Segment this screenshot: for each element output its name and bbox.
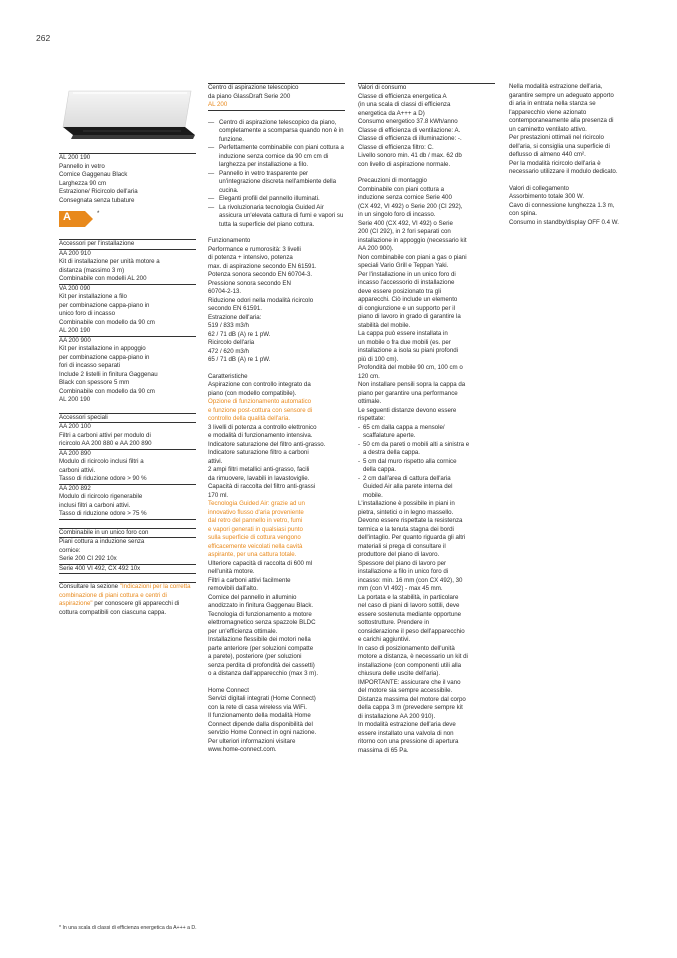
text-line: Installazione flessibile dei motori nella: [208, 636, 311, 643]
text-line: Assorbimento totale 300 W.: [509, 193, 585, 200]
section-title: Accessori per l'installazione: [59, 240, 196, 250]
text-line: ricircolo AA 200 880 e AA 200 890: [59, 440, 196, 450]
text-line: L'installazione è possibile in piani in: [358, 500, 455, 507]
text-line: La cappa può essere installata in: [358, 330, 448, 337]
text-line: a parete), posteriore (per soluzioni: [208, 653, 302, 660]
text-line: Spessore del piano di lavoro per: [358, 559, 447, 567]
text-line: carboni attivi.: [59, 466, 96, 474]
text-line: fori di incasso separati: [59, 362, 121, 369]
text-line: secondo EN 61591.: [208, 305, 262, 312]
text-line: (in una scala di classi di efficienza: [358, 101, 451, 108]
text-line: Serie 200 CI 292 10x: [59, 555, 196, 565]
text-line: di installazione AA 200 910).: [358, 712, 436, 720]
text-line: In caso di posizionamento dell'unità: [358, 644, 455, 652]
text-line: Combinabile con piani cottura a: [358, 185, 445, 193]
text-line: Il funzionamento della modalità Home: [208, 712, 311, 719]
text-line: piano (con modello compatibile).: [208, 389, 297, 397]
text-line: 2 cm dall'area di cattura dell'aria: [363, 474, 451, 482]
text-line: Performance e rumorosità: 3 livelli: [208, 245, 301, 253]
product-specs: [59, 154, 196, 205]
text-line: 3 livelli di potenza a controllo elettronico: [208, 423, 317, 431]
distance-item: - 50 cm da pareti o mobili alti a sinistra e a destra della cappa.: [358, 440, 470, 456]
text-line: un mobile o fra due mobili (es. per: [358, 338, 451, 346]
text-line: Filtri a carboni attivi per modulo di: [59, 431, 151, 439]
column-description: [208, 83, 345, 755]
text-line: chiusura delle uscite dell'aria).: [358, 670, 441, 677]
accessory-block: [59, 285, 196, 337]
text-line: Classe di efficienza di ventilazione: A.: [358, 126, 461, 134]
text-line: stabilità del mobile.: [358, 321, 411, 329]
section-title: Caratteristiche: [208, 372, 248, 380]
highlight-line: e vapori generati in qualsiasi punto: [208, 525, 303, 533]
text-line: di congiunzione e un supporto per il: [358, 304, 455, 312]
text-line: max. di aspirazione secondo EN 61591.: [208, 262, 317, 270]
text-line: l'apparecchio viene azionato: [509, 108, 587, 116]
highlight-line: aspirante, per una cattura totale.: [208, 551, 297, 558]
text-line: Piani cottura a induzione senza: [59, 538, 145, 545]
text-line: 519 / 833 m3/h: [208, 322, 249, 329]
text-line: senza perdita di profondità dei cassetti): [208, 661, 315, 669]
text-line: Cornice del pannello in alluminio: [208, 593, 297, 601]
text-line: Ricircolo dell'aria: [208, 339, 255, 346]
highlight-line: sulla superficie di cottura vengono: [208, 534, 301, 541]
text-line: deflusso di almeno 440 cm².: [509, 151, 586, 158]
text-line: rispettate:: [358, 415, 385, 422]
text-line: parte anteriore (per soluzioni compatte: [208, 644, 314, 652]
consult-highlight: "Indicazioni per la corretta combinazione di piani cottura e centri di aspirazione": [59, 583, 191, 607]
text-line: installazione (con componenti utili alla: [358, 661, 462, 669]
energy-label: [59, 211, 196, 233]
text-line: installazione in appoggio (necessario kit: [358, 236, 467, 244]
consult-text: Consultare la sezione: [59, 583, 120, 590]
text-line: attivi.: [208, 457, 223, 465]
text-line: motore a distanza, è necessario un kit di: [358, 653, 468, 660]
text-line: Non installare pensili sopra la cappa da: [358, 381, 466, 388]
text-line: più di 100 cm).: [358, 355, 399, 363]
section-title: Combinabile in un unico foro con: [59, 529, 196, 539]
consumption-values: [358, 93, 495, 170]
text-line: incasso: min. 16 mm (con CX 492), 30: [358, 576, 463, 584]
text-line: Filtri a carboni attivi facilmente: [208, 576, 291, 584]
energy-class: A: [63, 211, 71, 223]
distance-item: - 65 cm dalla cappa a mensole/ scaffalature aperte.: [358, 423, 445, 439]
text-line: sottostrutture. Prendere in: [358, 619, 429, 626]
highlight-line: Opzione di funzionamento automatico: [208, 398, 312, 405]
text-line: Distanza massima del motore dal corpo: [358, 695, 466, 703]
text-line: per combinazione cappa-piano in: [59, 301, 150, 309]
text-line: anodizzato in finitura Gaggenau Black.: [208, 602, 314, 609]
text-line: nell'unità motore.: [208, 568, 255, 575]
text-line: energetica da A+++ a D): [358, 109, 425, 117]
text-line: a destra della cappa.: [363, 449, 421, 456]
text-line: dell'intaglio. Per quanto riguarda gli altri: [358, 534, 466, 541]
text-line: Capacità di raccolta del filtro anti-grassi: [208, 483, 316, 490]
text-line: Profondità del mobile 90 cm, 100 cm o: [358, 364, 463, 371]
highlight-line: e funzione post-cottura con sensore di: [208, 406, 313, 414]
text-line: per combinazione cappa-piano in: [59, 353, 150, 361]
text-line: della cappa 3 m (prevedere sempre kit: [358, 704, 463, 711]
section-title: Funzionamento: [208, 237, 251, 244]
text-line: Per prestazioni ottimali nel ricircolo: [509, 134, 604, 141]
accessory-code: AA 200 100: [59, 423, 91, 430]
text-line: Combinabile con modelli AL 200: [59, 275, 196, 285]
text-line: piano per garantire una performance: [358, 389, 458, 397]
text-line: speciali Vario Grill e Teppan Yaki.: [358, 262, 449, 269]
text-line: 65 / 71 dB (A) re 1 pW.: [208, 356, 271, 363]
spec-line: Cornice Gaggenau Black: [59, 171, 128, 178]
text-line: Modulo di ricircolo inclusi filtri a: [59, 458, 144, 465]
feature-item: — Centro di aspirazione telescopico da piano, completamente a scomparsa quando non è in funzione.: [208, 118, 344, 143]
text-line: pietra, sintetici o in legno massello.: [358, 508, 454, 516]
text-line: dell'aria, si consiglia una superficie di: [509, 142, 610, 150]
special-accessory-block: [59, 485, 196, 520]
text-line: produttore del piano di lavoro.: [358, 551, 440, 558]
text-line: 120 cm.: [358, 372, 380, 380]
text-line: Servizi digitali integrati (Home Connect): [208, 695, 316, 702]
feature-text: Centro di aspirazione telescopico da piano, completamente a scomparsa quando non è in funzione.: [219, 118, 344, 143]
product-code: AL 200: [208, 101, 345, 111]
mounting-precautions: [358, 186, 495, 756]
text-line: induzione senza cornice Serie 400: [358, 194, 452, 201]
feature-text: La rivoluzionaria tecnologia Guided Air assicura un'elevata cattura di fumi e vapori su tutta la superficie del piano cottura.: [219, 203, 344, 228]
text-line: 200 (CI 292), in 2 fori separati con: [358, 228, 451, 235]
text-line: da rimuovere, lavabili in lavastoviglie.: [208, 474, 310, 482]
characteristics: [208, 381, 345, 679]
text-line: essere sostenuta mediante opportune: [358, 610, 462, 618]
section-title: Home Connect: [208, 686, 249, 694]
text-line: ritorno con una pressione di apertura: [358, 738, 459, 745]
text-line: Kit per installazione in appoggio: [59, 345, 146, 352]
energy-footnote-mark: *: [97, 211, 100, 217]
text-line: incasso l'accessorio di installazione: [358, 279, 455, 286]
text-line: o a distanza dall'apparecchio (max 3 m).: [208, 670, 319, 677]
text-line: 60704-2-13.: [208, 288, 242, 295]
column-connection: [509, 83, 646, 227]
text-line: Pressione sonora secondo EN: [208, 279, 291, 287]
section-title: Precauzioni di montaggio: [358, 177, 427, 184]
text-line: Guided Air alla parete interna del: [363, 483, 453, 490]
text-line: distanza (massimo 3 m): [59, 266, 125, 274]
text-line: installazione a filo in unico foro di: [358, 568, 449, 575]
text-line: Modulo di ricircolo rigenerabile: [59, 493, 143, 500]
spec-line: Larghezza 90 cm: [59, 179, 107, 187]
highlight-line: dal retro del pannello in vetro, fumi: [208, 517, 303, 524]
text-line: Classe di efficienza di illuminazione: -.: [358, 135, 462, 142]
feature-text: Perfettamente combinabile con piani cottura a induzione senza cornice da 90 cm cm di larghezza per installazione a filo.: [219, 144, 344, 168]
text-line: e modalità di funzionamento intensiva.: [208, 432, 313, 439]
text-line: della cappa.: [363, 466, 397, 473]
column-product: [59, 83, 196, 617]
text-line: Tecnologia di funzionamento a motore: [208, 610, 312, 618]
text-line: di potenza + intensivo, potenza: [208, 254, 293, 261]
highlight-line: efficacemente veicolati nella cavità: [208, 542, 303, 550]
home-connect: [208, 695, 345, 755]
text-line: un caminetto ventilato attivo.: [509, 125, 587, 133]
accessory-block: [59, 337, 196, 405]
page-number: 262: [36, 33, 51, 43]
text-line: Serie 400 (CX 492, VI 492) o Serie: [358, 219, 453, 227]
text-line: Le seguenti distanze devono essere: [358, 406, 457, 414]
text-line: IMPORTANTE: assicurare che il vano: [358, 678, 461, 686]
text-line: AL 200 190: [59, 396, 91, 403]
text-line: Tasso di riduzione odore > 75 %: [59, 510, 196, 520]
text-line: contemporaneamente alla presenza di: [509, 117, 614, 124]
consult-note: [59, 583, 196, 617]
text-line: mm (con VI 492) - max 45 mm.: [358, 585, 443, 592]
accessory-code: VA 200 090: [59, 284, 91, 292]
text-line: Potenza sonora secondo EN 60704-3.: [208, 271, 313, 278]
text-line: Per l'installazione in un unico foro di: [358, 270, 456, 278]
section-title: Valori di collegamento: [509, 184, 569, 192]
text-line: Riduzione odori nella modalità ricircolo: [208, 296, 314, 304]
column-consumption: [358, 83, 495, 755]
text-line: Tasso di riduzione odore > 90 %: [59, 475, 196, 485]
feature-text: Eleganti profili del pannello illuminati.: [219, 195, 320, 202]
text-line: Indicatore saturazione del filtro anti-grasso.: [208, 440, 326, 448]
text-line: In modalità estrazione dell'aria deve: [358, 721, 456, 728]
text-line: Per la modalità ricircolo dell'aria è: [509, 159, 601, 167]
highlight-line: Tecnologia Guided Air: grazie ad un: [208, 500, 305, 507]
operation-specs: [208, 246, 345, 365]
text-line: Classe di efficienza filtro: C.: [358, 143, 434, 151]
distance-item: - 5 cm dal muro rispetto alla cornice della cappa.: [358, 457, 457, 473]
text-line: Indicatore saturazione filtro a carboni: [208, 449, 309, 456]
text-line: Per ulteriori informazioni visitare: [208, 737, 296, 745]
text-line: Serie 400 VI 492, CX 492 10x: [59, 565, 196, 575]
text-line: Aspirazione con controllo integrato da: [208, 381, 311, 388]
section-title: Accessori speciali: [59, 414, 196, 424]
accessory-code: AA 200 892: [59, 484, 91, 492]
feature-item: — La rivoluzionaria tecnologia Guided Air assicura un'elevata cattura di fumi e vapori su tutta la superficie del piano cottura.: [208, 203, 344, 228]
text-line: 65 cm dalla cappa a mensole/: [363, 423, 445, 431]
text-line: considerazione il peso dell'apparecchio: [358, 627, 465, 635]
text-line: elettromagnetico senza spazzole BLDC: [208, 619, 316, 626]
text-line: Kit di installazione per unità motore a: [59, 258, 160, 265]
text-line: Consumo energetico 37.8 kWh/anno: [358, 118, 458, 125]
text-line: con la rete di casa wireless via WiFi.: [208, 703, 307, 711]
product-title: da piano GlassDraft Serie 200: [208, 92, 291, 100]
text-line: massima di 65 Pa.: [358, 746, 409, 754]
text-line: Connect dipende dalla disponibilità del: [208, 720, 313, 728]
home-connect-url: www.home-connect.com.: [208, 746, 277, 753]
spec-line: Estrazione/ Ricircolo dell'aria: [59, 188, 138, 195]
distance-item: - 2 cm dall'area di cattura dell'aria Guided Air alla parete interna del mobile.: [358, 474, 453, 499]
feature-text: Pannello in vetro trasparente per un'integrazione discreta nell'ambiente della cucina.: [219, 169, 337, 194]
text-line: 170 ml.: [208, 491, 229, 499]
text-line: unico foro di incasso: [59, 310, 115, 317]
feature-item: — Eleganti profili del pannello illuminati.: [208, 195, 345, 204]
text-line: installazione a isola su piani profondi: [358, 347, 459, 354]
text-line: Black con spessore 5 mm: [59, 379, 130, 386]
text-line: Include 2 listelli in finitura Gaggenau: [59, 370, 158, 378]
text-line: 50 cm da pareti o mobili alti a sinistra e: [363, 440, 470, 448]
text-line: Kit per installazione a filo: [59, 293, 127, 300]
text-line: piano di lavoro in grado di garantire la: [358, 313, 461, 320]
special-accessory-block: [59, 423, 196, 450]
highlight-line: controllo della qualità dell'aria.: [208, 415, 291, 422]
text-line: ottimale.: [358, 398, 382, 405]
text-line: Combinabile con modello da 90 cm: [59, 318, 155, 326]
downdraft-hood-illustration: [59, 83, 196, 150]
product-image: [59, 83, 196, 150]
text-line: Classe di efficienza energetica A: [358, 92, 447, 100]
special-accessory-block: [59, 450, 196, 485]
airflow-notes: [509, 83, 646, 177]
text-line: necessario utilizzare il modulo dedicato.: [509, 168, 618, 175]
text-line: cornice:: [59, 546, 81, 554]
text-line: Cavo di connessione lunghezza 1.3 m,: [509, 201, 615, 209]
text-line: 62 / 71 dB (A) re 1 pW.: [208, 330, 271, 338]
text-line: Consumo in standby/display OFF 0.4 W.: [509, 218, 619, 226]
text-line: apparecchi. Ciò include un elemento: [358, 296, 458, 303]
text-line: Non combinabile con piani a gas o piani: [358, 253, 467, 261]
text-line: garantire sempre un adeguato apporto: [509, 91, 614, 99]
text-line: del motore sia sempre accessibile.: [358, 687, 453, 694]
text-line: AL 200 190: [59, 327, 196, 337]
footnote: * In una scala di classi di efficienza energetica da A+++ a D.: [59, 925, 197, 931]
text-line: materiali si prega di consultare il: [358, 542, 446, 550]
text-line: 472 / 620 m3/h: [208, 347, 249, 355]
text-line: scaffalature aperte.: [363, 432, 416, 439]
text-line: essere installato una valvola di non: [358, 729, 454, 737]
consult-text: per conoscere gli apparecchi di cottura compatibili con ciascuna cappa.: [59, 600, 180, 616]
text-line: Ulteriore capacità di raccolta di 600 ml: [208, 559, 313, 567]
text-line: con spina.: [509, 210, 537, 217]
section-title: Valori di consumo: [358, 84, 407, 91]
text-line: in un singolo foro di incasso.: [358, 211, 436, 218]
spec-line: Pannello in vetro: [59, 162, 105, 170]
text-line: inclusi filtri a carboni attivi.: [59, 501, 131, 509]
product-model: AL 200 190: [59, 154, 91, 161]
text-line: La portata e la stabilità, in particolare: [358, 593, 459, 601]
text-line: AA 200 900).: [358, 245, 394, 252]
text-line: Devono essere rispettate la resistenza: [358, 517, 463, 524]
text-line: (CX 492, VI 492) o Serie 200 (CI 292),: [358, 202, 463, 210]
text-line: nel caso di piani di lavoro sottili, deve: [358, 602, 460, 609]
text-line: removibili dall'alto.: [208, 585, 258, 592]
text-line: Estrazione dell'aria:: [208, 313, 262, 321]
text-line: Nella modalità estrazione dell'aria,: [509, 83, 603, 90]
text-line: Livello sonoro min. 41 db / max. 62 db: [358, 152, 462, 159]
text-line: termica e la tenuta stagna dei bordi: [358, 525, 454, 533]
connection-values: [509, 193, 646, 227]
accessory-code: AA 200 890: [59, 449, 91, 457]
accessory-code: AA 200 900: [59, 336, 91, 344]
text-line: deve essere posizionato tra gli: [358, 287, 441, 295]
text-line: con livello di aspirazione normale.: [358, 160, 451, 168]
product-title: Centro di aspirazione telescopico: [208, 84, 299, 91]
text-line: 2 ampi filtri metallici anti-grasso, facili: [208, 466, 310, 473]
accessory-code: AA 200 910: [59, 249, 91, 257]
text-line: servizio Home Connect in ogni nazione.: [208, 729, 317, 736]
feature-item: — Perfettamente combinabile con piani cottura a induzione senza cornice da 90 cm cm di larghezza per installazione a filo.: [208, 144, 344, 168]
text-line: mobile.: [363, 491, 383, 499]
text-line: per un'efficienza ottimale.: [208, 627, 278, 635]
feature-item: — Pannello in vetro trasparente per un'integrazione discreta nell'ambiente della cucina.: [208, 170, 345, 196]
text-line: 5 cm dal muro rispetto alla cornice: [363, 457, 457, 465]
text-line: e carichi aggiuntivi.: [358, 636, 411, 643]
text-line: Combinabile con modello da 90 cm: [59, 387, 155, 395]
spec-line: Consegnata senza tubature: [59, 196, 135, 204]
text-line: di aria in entrata nella stanza se: [509, 100, 596, 107]
highlight-line: innovativo flusso d'aria proveniente: [208, 508, 304, 516]
accessory-block: [59, 250, 196, 285]
